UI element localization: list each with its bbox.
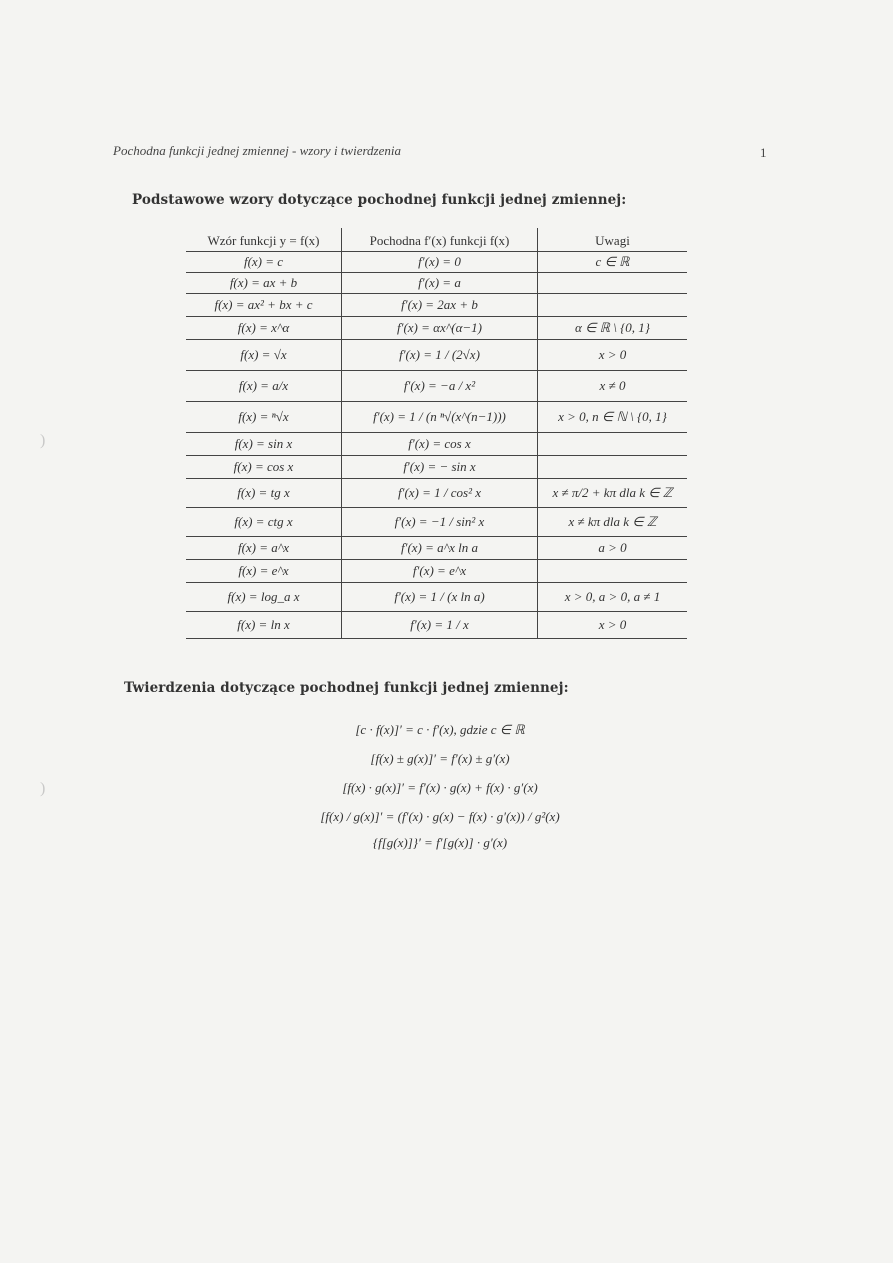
derivative-cell: f′(x) = a^x ln a <box>341 537 538 559</box>
table-row <box>186 273 687 294</box>
table-row <box>186 371 687 402</box>
table-row <box>186 294 687 317</box>
derivative-cell: f′(x) = − sin x <box>341 456 538 478</box>
notes-cell <box>538 294 687 316</box>
page-header-title: Pochodna funkcji jednej zmiennej - wzory i twierdzenia <box>113 143 401 158</box>
function-cell: f(x) = c <box>243 254 284 269</box>
page-number: 1 <box>760 145 767 160</box>
theorem-product: [f(x) · g(x)]′ = f′(x) · g(x) + f(x) · g′(x) <box>342 780 538 795</box>
theorems-list <box>260 722 620 864</box>
derivatives-table <box>186 228 687 639</box>
derivative-cell: f′(x) = αx^(α−1) <box>341 317 538 339</box>
derivative-cell: f′(x) = a <box>341 273 538 293</box>
theorem-chain-rule: {f[g(x)]}′ = f′[g(x)] · g′(x) <box>372 835 508 850</box>
function-cell: f(x) = ⁿ√x <box>238 409 289 424</box>
function-cell: f(x) = cos x <box>233 459 294 474</box>
table-row <box>186 537 687 560</box>
notes-cell: x ≠ 0 <box>599 378 626 393</box>
scan-artifact-mark: ) <box>40 432 46 449</box>
function-cell: f(x) = ax + b <box>229 275 298 290</box>
function-cell: f(x) = ax² + bx + c <box>214 297 313 312</box>
derivative-cell: f′(x) = cos x <box>341 433 538 455</box>
function-cell: f(x) = a/x <box>238 378 289 393</box>
function-cell: f(x) = x^α <box>237 320 290 335</box>
notes-cell: x > 0, a > 0, a ≠ 1 <box>564 589 661 604</box>
function-cell: f(x) = log_a x <box>227 589 300 604</box>
notes-cell: x > 0 <box>598 617 627 632</box>
notes-cell: x ≠ kπ dla k ∈ ℤ <box>568 514 657 529</box>
function-cell: f(x) = ln x <box>237 617 290 632</box>
column-header-notes: Uwagi <box>595 232 630 248</box>
section-heading-theorems: Twierdzenia dotyczące pochodnej funkcji jednej zmiennej: <box>124 680 569 696</box>
table-row <box>186 508 687 537</box>
function-cell: f(x) = a^x <box>237 540 290 555</box>
notes-cell <box>538 273 687 293</box>
column-header-function: Wzór funkcji y = f(x) <box>207 232 320 248</box>
theorem-constant-multiple: [c · f(x)]′ = c · f′(x), gdzie c ∈ ℝ <box>355 722 525 737</box>
derivative-cell: f′(x) = 1 / (x ln a) <box>341 583 538 611</box>
notes-cell <box>538 456 687 478</box>
notes-cell: x > 0, n ∈ ℕ \ {0, 1} <box>558 409 667 424</box>
table-row <box>186 340 687 371</box>
notes-cell <box>538 433 687 455</box>
function-cell: f(x) = ctg x <box>234 514 293 529</box>
table-row <box>186 456 687 479</box>
derivative-cell: f′(x) = 0 <box>341 252 538 272</box>
table-row <box>186 583 687 612</box>
table-row <box>186 433 687 456</box>
function-cell: f(x) = sin x <box>234 436 293 451</box>
derivative-cell: f′(x) = 1 / cos² x <box>341 479 538 507</box>
column-header-derivative: Pochodna f′(x) funkcji f(x) <box>341 228 538 251</box>
table-row <box>186 402 687 433</box>
function-cell: f(x) = e^x <box>238 563 289 578</box>
notes-cell <box>538 560 687 582</box>
notes-cell: x > 0 <box>598 347 627 362</box>
notes-cell: α ∈ ℝ \ {0, 1} <box>575 320 650 335</box>
table-row <box>186 252 687 273</box>
notes-cell: x ≠ π/2 + kπ dla k ∈ ℤ <box>552 485 673 500</box>
derivative-cell: f′(x) = e^x <box>341 560 538 582</box>
theorem-quotient: [f(x) / g(x)]′ = (f′(x) · g(x) − f(x) · g′(x)) / g²(x) <box>320 809 560 824</box>
table-row <box>186 560 687 583</box>
function-cell: f(x) = √x <box>240 347 287 362</box>
derivative-cell: f′(x) = 1 / (2√x) <box>341 340 538 370</box>
derivative-cell: f′(x) = −1 / sin² x <box>341 508 538 536</box>
derivative-cell: f′(x) = −a / x² <box>341 371 538 401</box>
table-row <box>186 612 687 639</box>
derivative-cell: f′(x) = 1 / (n ⁿ√(x^(n−1))) <box>341 402 538 432</box>
derivative-cell: f′(x) = 2ax + b <box>341 294 538 316</box>
table-row <box>186 317 687 340</box>
scan-artifact-mark: ) <box>40 780 46 797</box>
table-header-row <box>186 228 687 252</box>
table-row <box>186 479 687 508</box>
notes-cell: c ∈ ℝ <box>595 254 630 269</box>
function-cell: f(x) = tg x <box>237 485 290 500</box>
derivative-cell: f′(x) = 1 / x <box>341 612 538 638</box>
section-heading-basic-formulas: Podstawowe wzory dotyczące pochodnej funkcji jednej zmiennej: <box>132 192 627 208</box>
notes-cell: a > 0 <box>598 540 627 555</box>
theorem-sum-difference: [f(x) ± g(x)]′ = f′(x) ± g′(x) <box>370 751 510 766</box>
